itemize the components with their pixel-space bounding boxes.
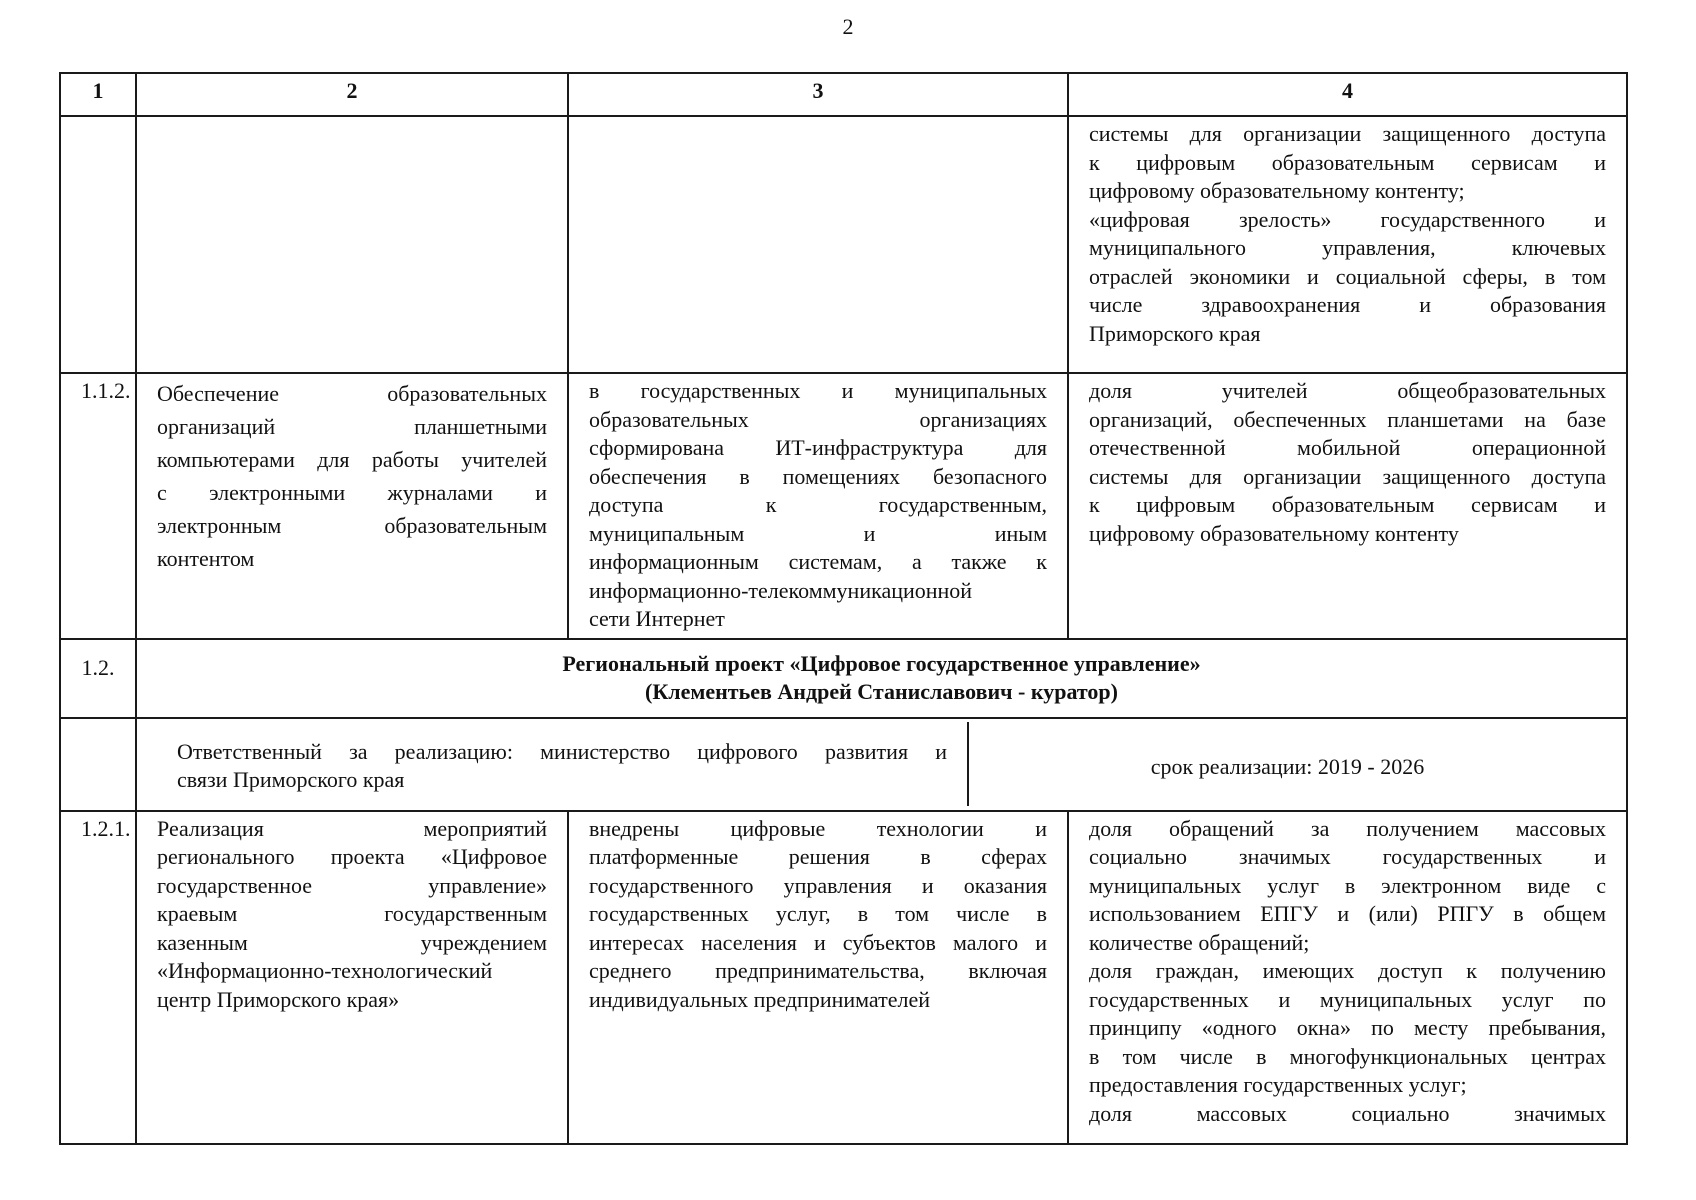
text-line: в государственных и муниципальных [589,378,1047,403]
text-line: количестве обращений; [1089,929,1310,955]
text-line: Обеспечение образовательных [157,381,547,406]
text-line: организаций, обеспеченных планшетами на базе [1089,406,1606,432]
row-number: 1.1.2. [60,373,136,639]
section-number: 1.2. [60,639,136,718]
text-line: сети Интернет [589,606,725,631]
implementation-term: срок реализации: 2019 - 2026 [1150,754,1425,780]
responsible-cell [136,718,1627,811]
text-line: казенным учреждением [157,929,547,955]
text-line: отраслей экономики и социальной сферы, в том [1089,263,1606,289]
row-number: 1.2.1. [60,811,136,1144]
text-line: числе здравоохранения и образования [1089,292,1606,317]
text-line: сформирована ИТ-инфраструктура для [589,435,1047,460]
row-task [136,811,568,1144]
text-line: компьютерами для работы учителей [157,447,547,472]
row-indicators [1068,811,1627,1144]
row-indicators [1068,116,1627,373]
row-task [136,116,568,373]
text-line: системы для организации защищенного доступа [1089,121,1606,146]
row-number-empty [60,718,136,811]
text-line: социально значимых государственных и [1089,844,1606,869]
column-header-2: 2 [136,73,568,116]
text-line: «цифровая зрелость» государственного и [1089,206,1606,232]
text-line: интересах населения и субъектов малого и [589,929,1047,955]
text-line: электронным образовательным [157,513,547,538]
column-header-4: 4 [1068,73,1627,116]
text-line: муниципальным и иным [589,520,1047,546]
text-line: регионального проекта «Цифровое [157,844,547,869]
text-line: Реализация мероприятий [157,815,547,841]
text-line: отечественной мобильной операционной [1089,435,1606,460]
row-task [136,373,568,639]
text-line: Ответственный за реализацию: министерство цифрового развития и [177,738,947,764]
text-line: доступа к государственным, [589,492,1047,517]
responsible-row [60,718,1627,811]
text-line: государственное управление» [157,872,547,898]
row-result [568,811,1068,1144]
text-line: внедрены цифровые технологии и [589,815,1047,841]
text-line: предоставления государственных услуг; [1089,1072,1467,1097]
section-row-1-2 [60,639,1627,718]
text-line: контентом [157,546,255,571]
text-line: муниципальных услуг в электронном виде с [1089,872,1606,898]
text-line: к цифровым образовательным сервисам и [1089,492,1606,517]
table-row-1-2-1 [60,811,1627,1144]
text-line: использованием ЕПГУ и (или) РПГУ в общем [1089,901,1606,926]
row-result [568,373,1068,639]
text-line: с электронными журналами и [157,480,547,505]
row-number [60,116,136,373]
column-header-3: 3 [568,73,1068,116]
page-number: 2 [842,14,854,39]
table-header-row [60,73,1627,116]
table-row-continuation [60,116,1627,373]
row-result [568,116,1068,373]
text-line: в том числе в многофункциональных центрах [1089,1043,1606,1069]
text-line: среднего предпринимательства, включая [589,958,1047,983]
text-line: образовательных организациях [589,406,1047,432]
text-line: к цифровым образовательным сервисам и [1089,149,1606,175]
text-line: организаций планшетными [157,414,547,439]
text-line: доля граждан, имеющих доступ к получению [1089,958,1606,983]
text-line: муниципального управления, ключевых [1089,235,1606,260]
text-line: центр Приморского края» [157,986,400,1012]
section-curator-line: (Клементьев Андрей Станиславович - куратор) [645,679,1118,704]
column-header-1: 1 [60,73,136,116]
section-title [136,639,1627,718]
text-line: государственных и муниципальных услуг по [1089,986,1606,1012]
row-indicators [1068,373,1627,639]
text-line: цифровому образовательному контенту [1089,520,1459,546]
text-line: принципу «одного окна» по месту пребывания, [1089,1015,1606,1040]
text-line: обеспечения в помещениях безопасного [589,463,1047,489]
text-line: информационным системам, а также к [589,549,1047,574]
text-line: краевым государственным [157,901,547,926]
section-title-line: Региональный проект «Цифровое государственное управление» [562,650,1201,676]
text-line: доля учителей общеобразовательных [1089,378,1606,403]
text-line: государственного управления и оказания [589,872,1047,898]
text-line: государственных услуг, в том числе в [589,901,1047,926]
text-line: доля массовых социально значимых [1089,1100,1606,1126]
text-line: Приморского края [1089,320,1261,346]
text-line: цифровому образовательному контенту; [1089,178,1465,203]
text-line: доля обращений за получением массовых [1089,815,1606,841]
text-line: информационно-телекоммуникационной [589,577,973,603]
text-line: платформенные решения в сферах [589,844,1047,869]
responsible-text [157,722,969,806]
text-line: связи Приморского края [177,767,405,792]
text-line: системы для организации защищенного доступа [1089,463,1606,489]
text-line: индивидуальных предпринимателей [589,986,930,1012]
table-row-1-1-2 [60,373,1627,639]
document-table [59,72,1628,1145]
text-line: «Информационно-технологический [157,958,493,983]
